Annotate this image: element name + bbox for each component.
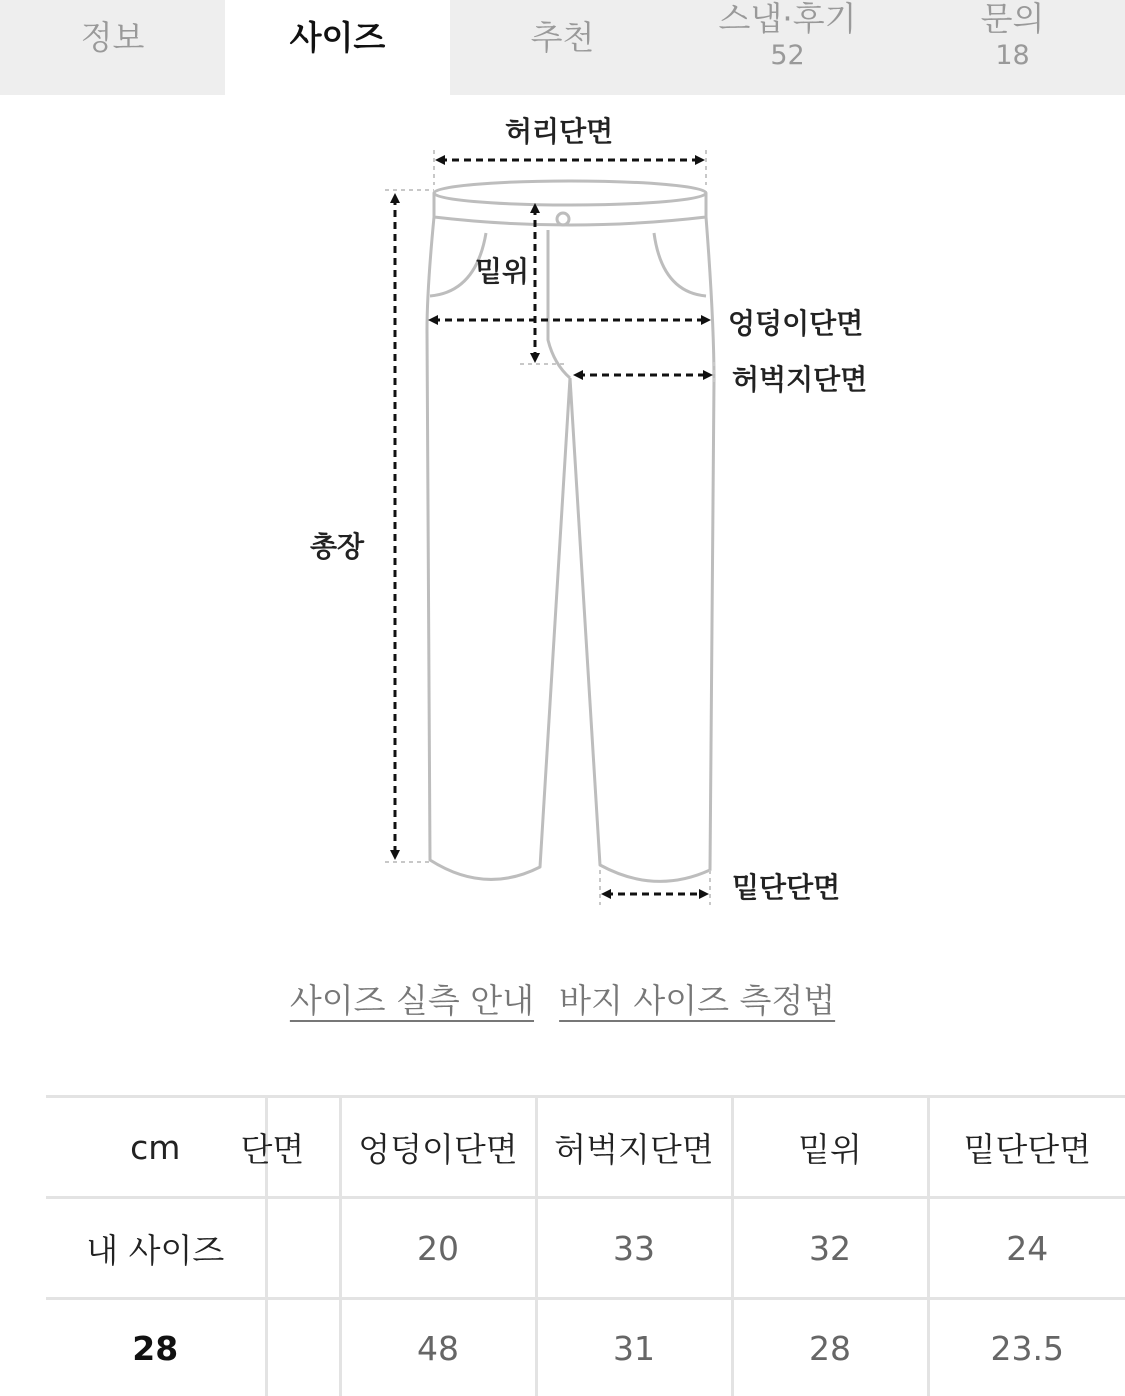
table-cell <box>266 1299 340 1396</box>
size-table <box>46 1095 1125 1396</box>
table-row-label: 28 <box>46 1299 266 1396</box>
table-cell: 31 <box>536 1299 732 1396</box>
tab-inquiry-count: 18 <box>995 40 1029 72</box>
label-total-length: 총장 <box>310 525 364 565</box>
measure-arrows <box>395 160 708 894</box>
table-header-cell: 엉덩이단면 <box>340 1097 536 1198</box>
pants-illustration <box>0 95 1125 955</box>
table-header-cell-text: 단면 <box>241 1124 305 1171</box>
table-cell: 33 <box>536 1198 732 1299</box>
pants-outline <box>427 181 714 881</box>
tab-size-label: 사이즈 <box>290 19 386 57</box>
tab-size[interactable] <box>225 0 450 95</box>
table-header-cell: cm <box>46 1097 266 1198</box>
table-header-cell: 허벅지단면 <box>536 1097 732 1198</box>
table-header-cell: 밑위 <box>732 1097 928 1198</box>
tab-info[interactable] <box>0 0 225 95</box>
label-hem: 밑단단면 <box>732 866 840 906</box>
table-header-cell <box>266 1097 340 1198</box>
measure-guide-link[interactable]: 바지 사이즈 측정법 <box>559 981 835 1020</box>
tab-recommend[interactable] <box>450 0 675 95</box>
table-row-28 <box>46 1299 1125 1396</box>
label-waist: 허리단면 <box>505 110 613 150</box>
label-rise: 밑위 <box>475 250 529 290</box>
tab-info-label: 정보 <box>81 19 145 57</box>
table-header-cell: 밑단단면 <box>928 1097 1125 1198</box>
tab-bar <box>0 0 1125 95</box>
label-hip: 엉덩이단면 <box>728 302 863 342</box>
table-header-row <box>46 1097 1125 1198</box>
pants-size-diagram <box>0 95 1125 955</box>
tab-snap-review-count: 52 <box>770 40 804 72</box>
tab-inquiry[interactable] <box>900 0 1125 95</box>
table-cell <box>266 1198 340 1299</box>
table-row-label: 내 사이즈 <box>46 1198 266 1299</box>
table-cell: 20 <box>340 1198 536 1299</box>
size-guide-links <box>0 975 1125 1022</box>
tab-snap-review[interactable] <box>675 0 900 95</box>
tab-recommend-label: 추천 <box>531 19 595 57</box>
table-cell: 48 <box>340 1299 536 1396</box>
table-cell: 32 <box>732 1198 928 1299</box>
size-guide-link[interactable]: 사이즈 실측 안내 <box>290 981 534 1020</box>
table-cell: 24 <box>928 1198 1125 1299</box>
tab-snap-review-label: 스냅·후기 <box>718 0 856 38</box>
table-row-my-size <box>46 1198 1125 1299</box>
table-cell: 28 <box>732 1299 928 1396</box>
tab-inquiry-label: 문의 <box>981 0 1045 38</box>
label-thigh: 허벅지단면 <box>732 358 867 398</box>
table-cell: 23.5 <box>928 1299 1125 1396</box>
